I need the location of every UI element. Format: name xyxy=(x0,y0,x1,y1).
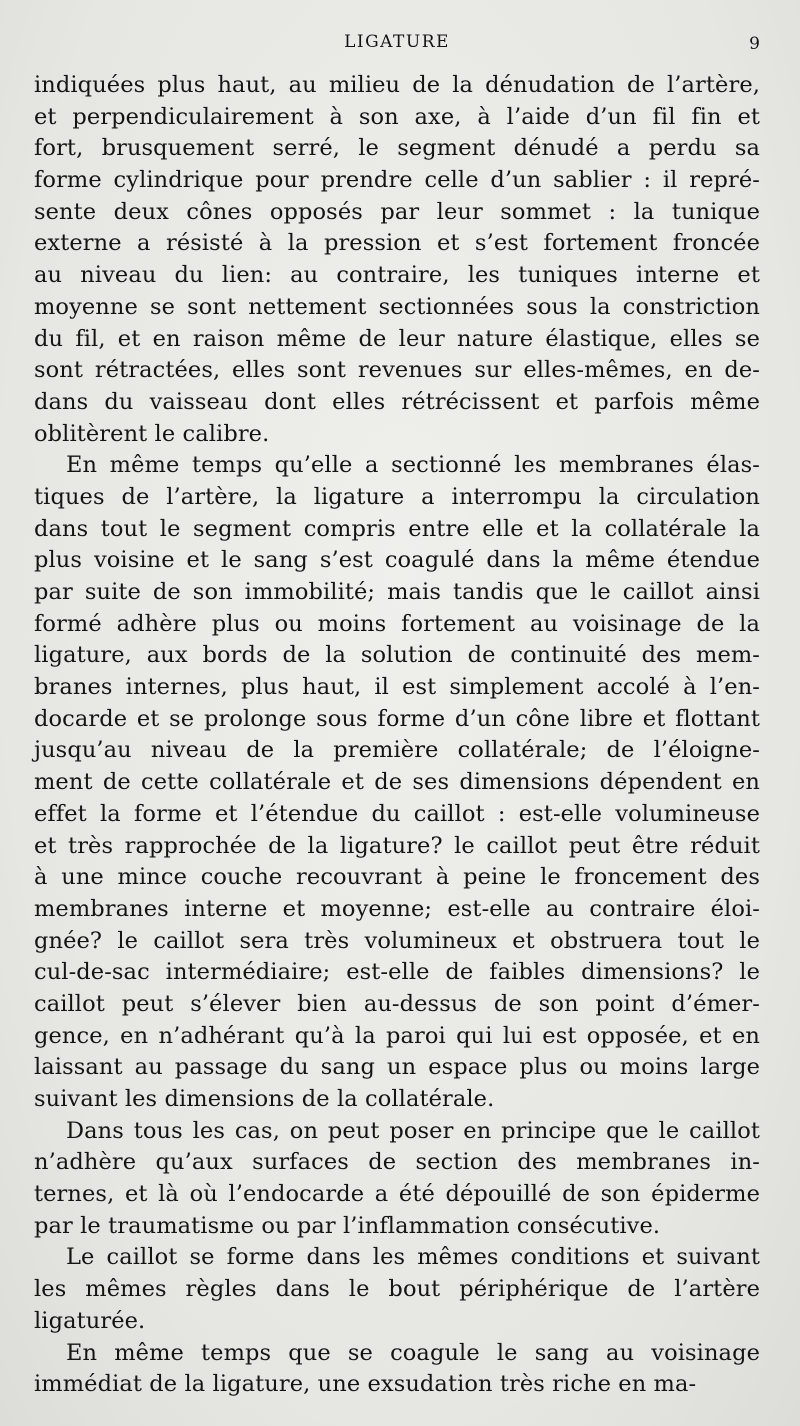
paragraph xyxy=(34,450,760,1115)
text-line: branes internes, plus haut, il est simplement accolé à l’en- xyxy=(34,674,760,701)
text-line: Le caillot se forme dans les mêmes conditions et suivant xyxy=(66,1244,760,1271)
text-line: sont rétractées, elles sont revenues sur elles-mêmes, en de- xyxy=(34,357,760,384)
text-line: à une mince couche recouvrant à peine le froncement des xyxy=(34,864,760,891)
paragraph xyxy=(34,70,760,450)
text-line: membranes interne et moyenne; est-elle au contraire éloi- xyxy=(34,895,760,922)
text-line: En même temps que se coagule le sang au voisinage xyxy=(66,1339,760,1366)
text-line: dans du vaisseau dont elles rétrécissent et parfois même xyxy=(34,388,760,415)
text-line: gence, en n’adhérant qu’à la paroi qui lui est opposée, et en xyxy=(34,1022,760,1049)
text-line: Dans tous les cas, on peut poser en principe que le caillot xyxy=(66,1117,760,1144)
text-line: caillot peut s’élever bien au-dessus de son point d’émer- xyxy=(34,990,760,1017)
body-text xyxy=(34,70,760,1401)
text-line: dans tout le segment compris entre elle et la collatérale la xyxy=(34,515,760,542)
text-line: indiquées plus haut, au milieu de la dénudation de l’artère, xyxy=(34,72,760,98)
text-line: du fil, et en raison même de leur nature élastique, elles se xyxy=(34,325,760,352)
text-line: jusqu’au niveau de la première collatérale; de l’éloigne- xyxy=(34,737,760,764)
text-line: ternes, et là où l’endocarde a été dépouillé de son épiderme xyxy=(34,1181,760,1208)
text-line: tiques de l’artère, la ligature a interrompu la circulation xyxy=(34,483,760,510)
text-line: au niveau du lien: au contraire, les tuniques interne et xyxy=(34,262,760,289)
text-line: n’adhère qu’aux surfaces de section des membranes in- xyxy=(34,1149,760,1176)
text-line: cul-de-sac intermédiaire; est-elle de faibles dimensions? le xyxy=(34,959,760,986)
text-line: par suite de son immobilité; mais tandis que le caillot ainsi xyxy=(34,579,760,605)
paragraph xyxy=(34,1242,760,1337)
text-line: par le traumatisme ou par l’inflammation consécutive. xyxy=(34,1212,661,1239)
text-line: forme cylindrique pour prendre celle d’un sablier : il repré- xyxy=(34,167,760,194)
paragraph xyxy=(34,1116,760,1243)
text-line: ligature, aux bords de la solution de continuité des mem- xyxy=(34,642,760,669)
paragraph xyxy=(34,1338,760,1401)
text-line: En même temps qu’elle a sectionné les membranes élas- xyxy=(66,452,760,479)
text-line: et très rapprochée de la ligature? le caillot peut être réduit xyxy=(34,832,760,859)
text-line: effet la forme et l’étendue du caillot : est-elle volumineuse xyxy=(34,800,760,827)
text-line: ligaturée. xyxy=(34,1307,146,1334)
text-line: fort, brusquement serré, le segment dénudé a perdu sa xyxy=(34,135,760,162)
text-line: oblitèrent le calibre. xyxy=(34,420,270,447)
text-line: ment de cette collatérale et de ses dimensions dépendent en xyxy=(34,769,760,796)
text-line: et perpendiculairement à son axe, à l’aide d’un fil fin et xyxy=(34,103,760,130)
text-line: immédiat de la ligature, une exsudation très riche en ma- xyxy=(34,1371,697,1398)
page-number: 9 xyxy=(749,34,760,54)
running-head xyxy=(34,28,760,64)
text-line: laissant au passage du sang un espace plus ou moins large xyxy=(34,1054,760,1081)
running-title: LIGATURE xyxy=(344,32,450,52)
text-line: externe a résisté à la pression et s’est fortement froncée xyxy=(34,230,760,257)
text-line: suivant les dimensions de la collatérale. xyxy=(34,1086,495,1112)
text-line: moyenne se sont nettement sectionnées sous la constriction xyxy=(34,293,760,320)
text-line: sente deux cônes opposés par leur sommet : la tunique xyxy=(34,198,760,225)
text-line: les mêmes règles dans le bout périphérique de l’artère xyxy=(34,1276,760,1303)
text-line: docarde et se prolonge sous forme d’un cône libre et flottant xyxy=(34,705,760,732)
text-line: formé adhère plus ou moins fortement au voisinage de la xyxy=(34,610,760,637)
text-line: plus voisine et le sang s’est coagulé dans la même étendue xyxy=(34,547,760,574)
text-line: gnée? le caillot sera très volumineux et obstruera tout le xyxy=(34,927,760,954)
